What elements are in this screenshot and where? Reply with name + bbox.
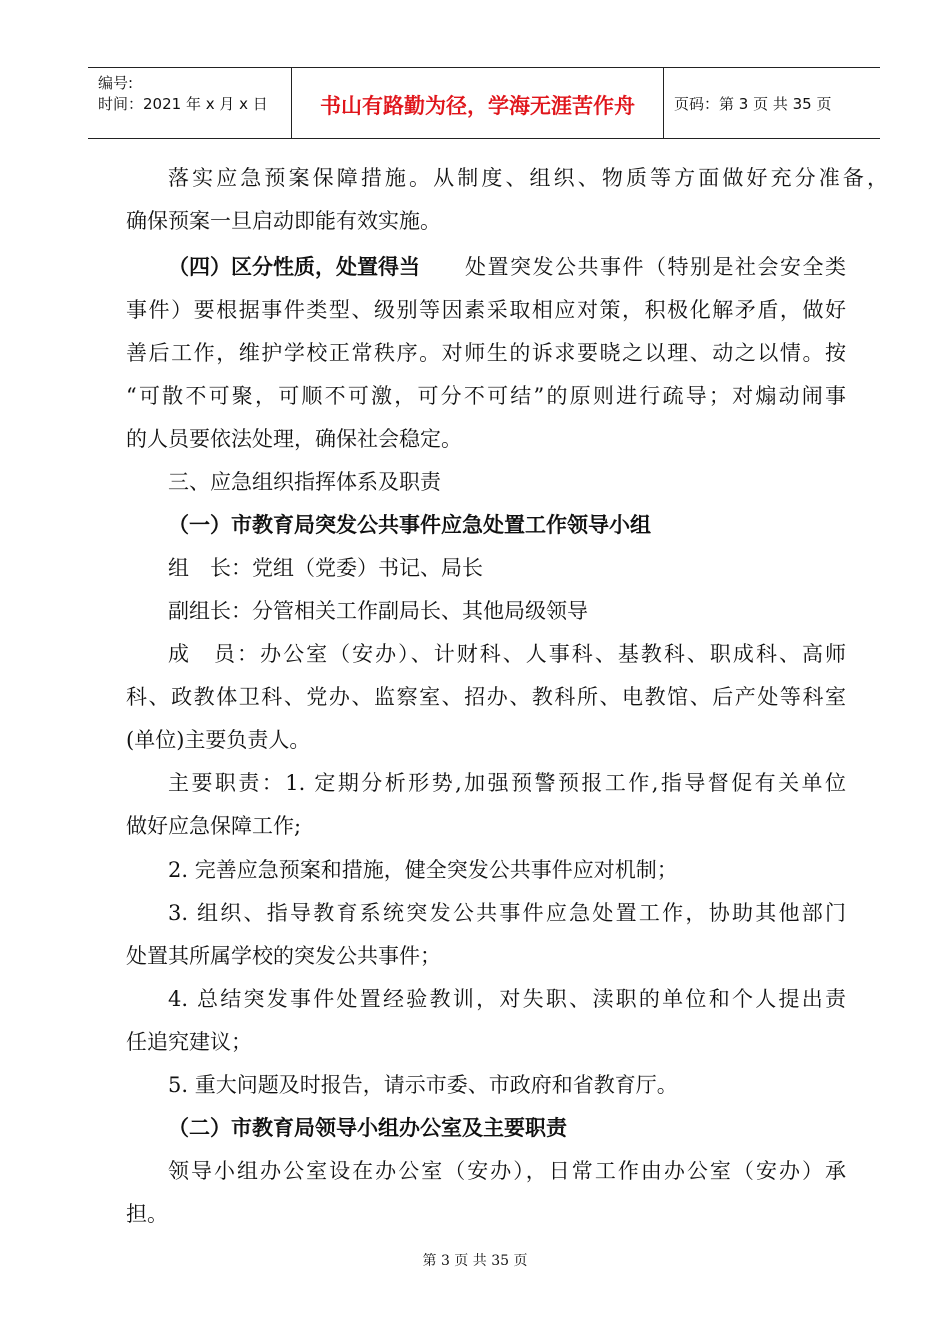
paragraph-line: 确保预案一旦启动即能有效实施。 [126, 209, 441, 233]
paragraph-line: 4. 总结突发事件处置经验教训，对失职、渎职的单位和个人提出责 [168, 987, 846, 1011]
section-heading-4: （四）区分性质，处置得当 [168, 254, 420, 279]
paragraph-line: 的人员要依法处理，确保社会稳定。 [126, 427, 462, 451]
page-number-label: 页码：第 3 页 共 35 页 [674, 95, 832, 113]
paragraph-line: 落实应急预案保障措施。从制度、组织、物质等方面做好充分准备， [168, 166, 888, 190]
paragraph-line: 主要职责：1. 定期分析形势,加强预警预报工作,指导督促有关单位 [168, 771, 846, 795]
paragraph-line: “可散不可聚，可顺不可激，可分不可结”的原则进行疏导；对煽动闹事 [126, 384, 846, 408]
paragraph-line: 处置突发公共事件（特别是社会安全类 [465, 255, 846, 279]
paragraph-line: 处置其所属学校的突发公共事件； [126, 944, 441, 968]
paragraph-line: (单位)主要负责人。 [126, 728, 311, 752]
paragraph-line: 5. 重大问题及时报告，请示市委、市政府和省教育厅。 [168, 1073, 678, 1097]
header-motto-cell [292, 68, 664, 138]
motto-text: 书山有路勤为径，学海无涯苦作舟 [320, 93, 635, 118]
paragraph-line: 事件）要根据事件类型、级别等因素采取相应对策，积极化解矛盾，做好 [126, 298, 846, 322]
paragraph-line: 组 长：党组（党委）书记、局长 [168, 556, 483, 580]
subsection-heading-1: （一）市教育局突发公共事件应急处置工作领导小组 [168, 512, 651, 537]
paragraph-line: 善后工作，维护学校正常秩序。对师生的诉求要晓之以理、动之以情。按 [126, 341, 846, 365]
doc-number-label: 编号: [98, 74, 134, 92]
paragraph-line: 3. 组织、指导教育系统突发公共事件应急处置工作，协助其他部门 [168, 901, 846, 925]
paragraph-line: 副组长：分管相关工作副局长、其他局级领导 [168, 599, 588, 623]
paragraph-line: 担。 [126, 1202, 168, 1226]
paragraph-line: 任追究建议； [126, 1030, 252, 1054]
paragraph-line: 科、政教体卫科、党办、监察室、招办、教科所、电教馆、后产处等科室 [126, 685, 846, 709]
header-info-cell [88, 68, 292, 138]
paragraph-line: 做好应急保障工作; [126, 814, 302, 838]
subsection-heading-2: （二）市教育局领导小组办公室及主要职责 [168, 1115, 567, 1140]
doc-time-label: 时间：2021 年 x 月 x 日 [98, 95, 268, 113]
header-page-cell [664, 68, 880, 138]
paragraph-line: 成 员：办公室（安办）、计财科、人事科、基教科、职成科、高师 [168, 642, 846, 666]
page-footer: 第 3 页 共 35 页 [422, 1253, 528, 1269]
section-heading-3: 三、应急组织指挥体系及职责 [168, 470, 441, 494]
header-table [88, 67, 880, 139]
paragraph-line: 领导小组办公室设在办公室（安办），日常工作由办公室（安办）承 [168, 1159, 846, 1183]
paragraph-line: 2. 完善应急预案和措施，健全突发公共事件应对机制； [168, 858, 678, 882]
